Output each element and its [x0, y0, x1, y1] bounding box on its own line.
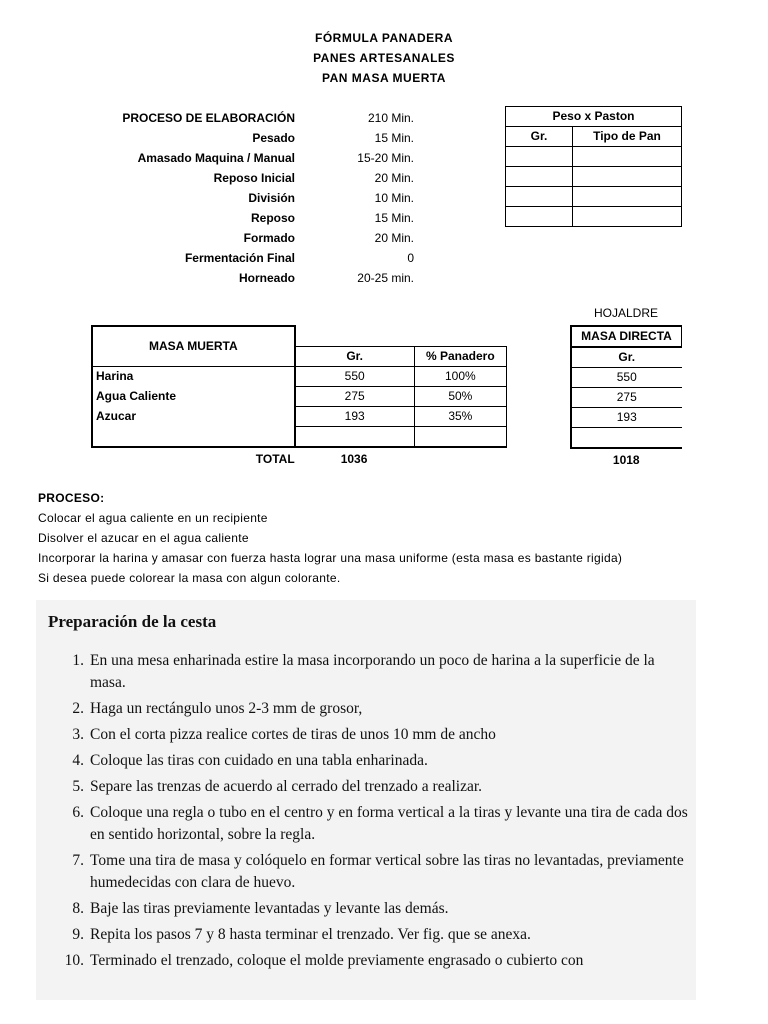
table-row [571, 428, 682, 449]
table-row [92, 367, 507, 387]
proceso-line: Si desea puede colorear la masa con algun colorante. [38, 571, 341, 585]
table-cell [414, 427, 506, 448]
list-item [50, 698, 690, 720]
step-text: Terminado el trenzado, coloque el molde previamente engrasado o cubierto con [90, 952, 584, 969]
table-cell [573, 207, 682, 227]
step-number: 4. [72, 752, 84, 769]
table-row [571, 388, 682, 408]
step-time: 15 Min. [374, 211, 414, 225]
ingredient-pct: 50% [414, 387, 506, 407]
table-row [571, 368, 682, 388]
step-label: Horneado [238, 271, 295, 285]
elaboracion-times [300, 108, 414, 288]
step-number: 2. [72, 700, 84, 717]
ingredient-pct: 100% [414, 367, 506, 387]
table-row [506, 207, 682, 227]
title-formula: FÓRMULA PANADERA [315, 31, 453, 45]
list-item [50, 924, 690, 946]
step-number: 7. [72, 852, 84, 869]
step-number: 8. [72, 900, 84, 917]
peso-table-title: Peso x Paston [506, 107, 682, 127]
ingredient-name: Agua Caliente [92, 387, 295, 407]
table-row [506, 147, 682, 167]
total-value: 1036 [340, 451, 368, 466]
title-panes: PANES ARTESANALES [313, 51, 455, 65]
step-number: 3. [72, 726, 84, 743]
hojaldre-table [570, 325, 682, 471]
ingredient-gr: 193 [295, 407, 414, 427]
step-time: 20 Min. [374, 171, 414, 185]
proceso-title: PROCESO: [38, 491, 105, 505]
list-item [50, 802, 690, 846]
table-row [92, 427, 507, 448]
step-text: Coloque una regla o tubo en el centro y en forma vertical a la tiras y levante una tira de cada dos en sentido horizontal, sobre la regla. [90, 804, 688, 843]
step-text: Baje las tiras previamente levantadas y levante las demás. [90, 900, 449, 917]
step-text: En una mesa enharinada estire la masa incorporando un poco de harina a la superficie de la masa. [90, 652, 655, 691]
title-pan: PAN MASA MUERTA [322, 71, 446, 85]
peso-col-gr: Gr. [506, 127, 573, 147]
list-item [50, 724, 690, 746]
masa-col-pct: % Panadero [414, 347, 506, 367]
proceso-line: Incorporar la harina y amasar con fuerza hasta lograr una masa uniforme (esta masa es bastante rigida) [38, 551, 623, 565]
list-item [50, 750, 690, 772]
step-label: Amasado Maquina / Manual [137, 151, 295, 165]
ingredient-pct: 35% [414, 407, 506, 427]
table-row [571, 408, 682, 428]
table-cell [506, 207, 573, 227]
list-item [50, 776, 690, 798]
step-number: 1. [72, 652, 84, 669]
step-time: 20-25 min. [357, 271, 414, 285]
step-label: PROCESO DE ELABORACIÓN [122, 111, 295, 125]
step-text: Repita los pasos 7 y 8 hasta terminar el trenzado. Ver fig. que se anexa. [90, 926, 531, 943]
step-text: Con el corta pizza realice cortes de tiras de unos 10 mm de ancho [90, 726, 496, 743]
table-row [506, 187, 682, 207]
step-time: 20 Min. [374, 231, 414, 245]
table-cell [573, 167, 682, 187]
hojaldre-value: 550 [571, 368, 682, 388]
list-item [50, 650, 690, 694]
cesta-steps-list [50, 650, 690, 976]
step-label: Pesado [252, 131, 295, 145]
elaboracion-steps [60, 108, 295, 288]
list-item [50, 950, 690, 972]
proceso-line: Disolver el azucar en el agua caliente [38, 531, 249, 545]
step-number: 6. [72, 804, 84, 821]
cesta-title: Preparación de la cesta [48, 612, 217, 631]
peso-por-paston-table [505, 106, 682, 227]
table-cell [573, 147, 682, 167]
table-cell [414, 447, 506, 470]
table-cell [571, 428, 682, 449]
ingredient-gr: 275 [295, 387, 414, 407]
step-text: Haga un rectángulo unos 2-3 mm de grosor, [90, 700, 363, 717]
proceso-line: Colocar el agua caliente en un recipiente [38, 511, 268, 525]
step-label: Reposo [250, 211, 295, 225]
table-cell [573, 187, 682, 207]
step-time: 15 Min. [374, 131, 414, 145]
step-text: Coloque las tiras con cuidado en una tabla enharinada. [90, 752, 428, 769]
hojaldre-title: HOJALDRE [593, 306, 658, 320]
proceso-section [38, 488, 622, 588]
step-label: Reposo Inicial [213, 171, 295, 185]
step-number: 10. [64, 952, 84, 969]
masa-muerta-title: MASA MUERTA [92, 326, 295, 367]
document-titles [0, 28, 768, 88]
step-time: 15-20 Min. [357, 151, 414, 165]
step-number: 5. [72, 778, 84, 795]
table-cell [506, 147, 573, 167]
list-item [50, 850, 690, 894]
step-text: Tome una tira de masa y colóquelo en formar vertical sobre las tiras no levantadas, previamente humedecidas con clara de huevo. [90, 852, 684, 891]
ingredient-gr: 550 [295, 367, 414, 387]
step-number: 9. [72, 926, 84, 943]
step-label: División [248, 191, 295, 205]
step-label: Fermentación Final [184, 251, 295, 265]
masa-muerta-table [91, 325, 507, 470]
table-cell [295, 427, 414, 448]
list-item [50, 898, 690, 920]
cesta-scanned-section [36, 600, 696, 1000]
step-time: 210 Min. [367, 111, 414, 125]
spacer [414, 326, 506, 347]
table-cell [506, 167, 573, 187]
masa-col-gr: Gr. [295, 347, 414, 367]
step-time: 10 Min. [374, 191, 414, 205]
ingredient-name: Azucar [92, 407, 295, 427]
table-row [92, 407, 507, 427]
table-row [92, 387, 507, 407]
step-text: Separe las trenzas de acuerdo al cerrado del trenzado a realizar. [90, 778, 483, 795]
masa-directa-title: MASA DIRECTA [571, 326, 682, 347]
hojaldre-total: 1018 [612, 452, 640, 467]
total-label: TOTAL [255, 451, 295, 466]
hojaldre-value: 193 [571, 408, 682, 428]
spacer [295, 326, 414, 347]
hojaldre-col-gr: Gr. [571, 347, 682, 368]
step-time: 0 [407, 251, 414, 265]
table-row [506, 167, 682, 187]
hojaldre-value: 275 [571, 388, 682, 408]
table-cell [92, 427, 295, 448]
step-label: Formado [243, 231, 295, 245]
ingredient-name: Harina [92, 367, 295, 387]
table-cell [506, 187, 573, 207]
peso-col-tipo: Tipo de Pan [573, 127, 682, 147]
